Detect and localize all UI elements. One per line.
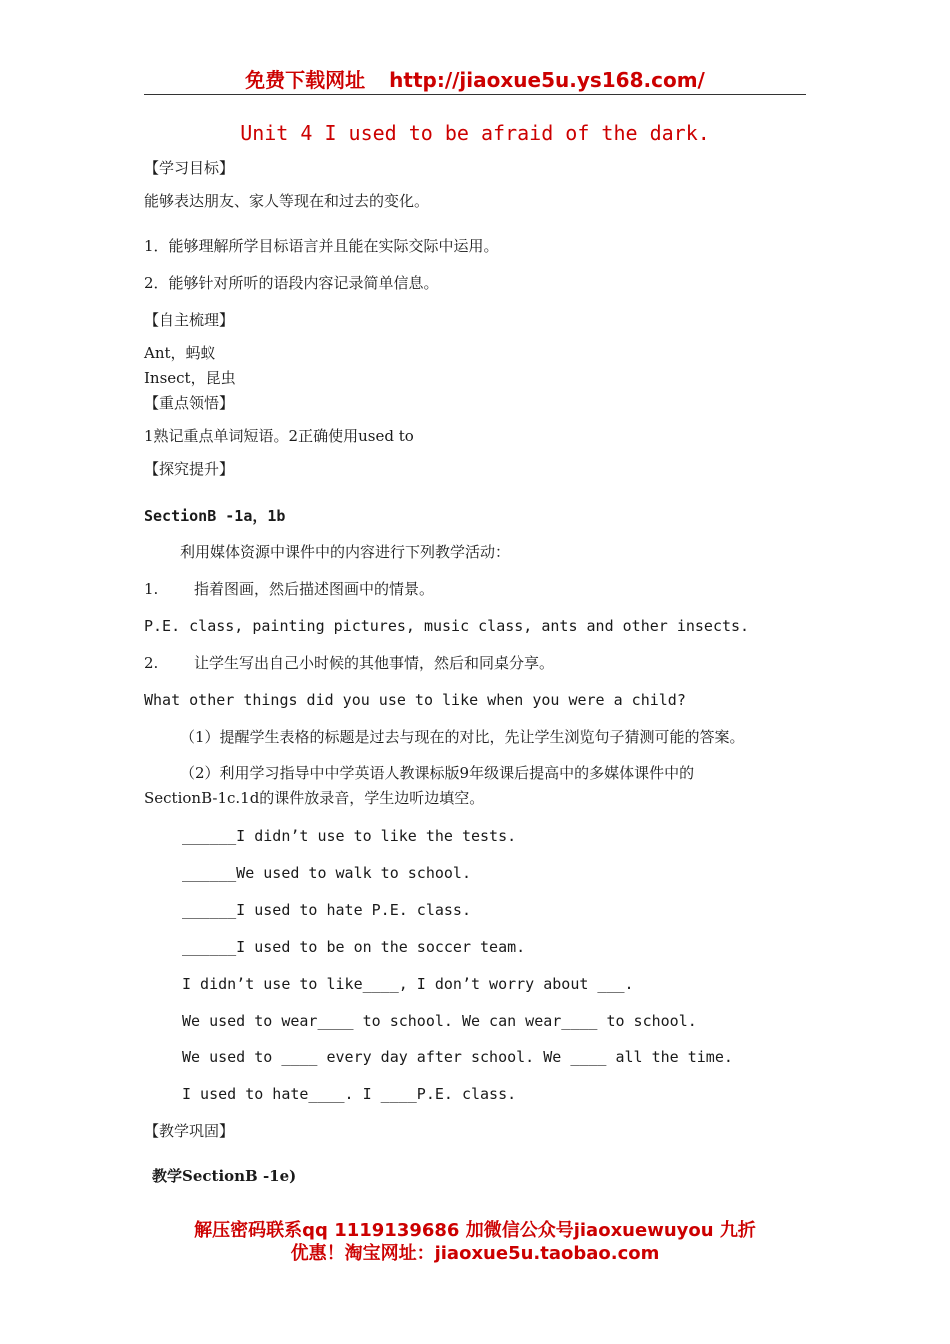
- vocab-item-2: Insect，昆虫: [144, 369, 236, 387]
- vocab-item-1: Ant，蚂蚁: [144, 344, 216, 362]
- blank-sentence-6: We used to wear____ to school. We can wear____ to school.: [182, 1012, 697, 1030]
- step-2-text: 让学生写出自己小时候的其他事情，然后和同桌分享。: [194, 654, 555, 672]
- explore-heading: 【探究提升】: [144, 460, 235, 478]
- goal-item-1: 1．能够理解所学目标语言并且能在实际交际中运用。: [144, 237, 499, 255]
- step-2-number: 2.: [144, 654, 159, 672]
- note-2-line-1: （2）利用学习指导中中学英语人教课标版9年级课后提高中的多媒体课件中的: [180, 764, 695, 782]
- blank-sentence-3: ______I used to hate P.E. class.: [182, 901, 471, 919]
- step-2-question: What other things did you use to like when you were a child?: [144, 691, 686, 709]
- note-2-line-2: SectionB-1c.1d的课件放录音，学生边听边填空。: [144, 789, 485, 807]
- goals-intro: 能够表达朋友、家人等现在和过去的变化。: [144, 192, 430, 210]
- key-points-text: 1熟记重点单词短语。2正确使用used to: [144, 427, 414, 445]
- header-divider: [144, 94, 806, 95]
- header-site-label: 免费下载网址: [245, 68, 366, 92]
- goals-heading: 【学习目标】: [144, 159, 235, 177]
- self-study-heading: 【自主梳理】: [144, 311, 235, 329]
- blank-sentence-7: We used to ____ every day after school. We ____ all the time.: [182, 1048, 733, 1066]
- key-points-heading: 【重点领悟】: [144, 394, 235, 412]
- footer-line-1: 解压密码联系qq 1119139686 加微信公众号jiaoxuewuyou 九折: [194, 1220, 756, 1241]
- teach-label: 教学SectionB -1e): [152, 1167, 297, 1185]
- blank-sentence-1: ______I didn’t use to like the tests.: [182, 827, 517, 845]
- note-1: （1）提醒学生表格的标题是过去与现在的对比，先让学生浏览句子猜测可能的答案。: [180, 728, 745, 746]
- activity-intro: 利用媒体资源中课件中的内容进行下列教学活动：: [180, 543, 511, 561]
- step-1-text: 指着图画，然后描述图画中的情景。: [194, 580, 435, 598]
- consolidate-heading: 【教学巩固】: [144, 1122, 235, 1140]
- step-1-words: P.E. class, painting pictures, music class, ants and other insects.: [144, 617, 750, 635]
- download-header: [144, 66, 806, 94]
- blank-sentence-4: ______I used to be on the soccer team.: [182, 938, 526, 956]
- page-title: Unit 4 I used to be afraid of the dark.: [240, 121, 710, 145]
- header-url-link[interactable]: http://jiaoxue5u.ys168.com/: [389, 68, 705, 92]
- blank-sentence-8: I used to hate____. I ____P.E. class.: [182, 1085, 517, 1103]
- blank-sentence-2: ______We used to walk to school.: [182, 864, 471, 882]
- footer-line-2[interactable]: 优惠！淘宝网址：jiaoxue5u.taobao.com: [290, 1243, 660, 1264]
- goal-item-2: 2．能够针对所听的语段内容记录简单信息。: [144, 274, 439, 292]
- step-2: [144, 652, 554, 674]
- blank-sentence-5: I didn’t use to like____, I don’t worry about ___.: [182, 975, 634, 993]
- step-1-number: 1.: [144, 580, 159, 598]
- section-label: SectionB -1a，1b: [144, 507, 286, 525]
- step-1: [144, 578, 434, 600]
